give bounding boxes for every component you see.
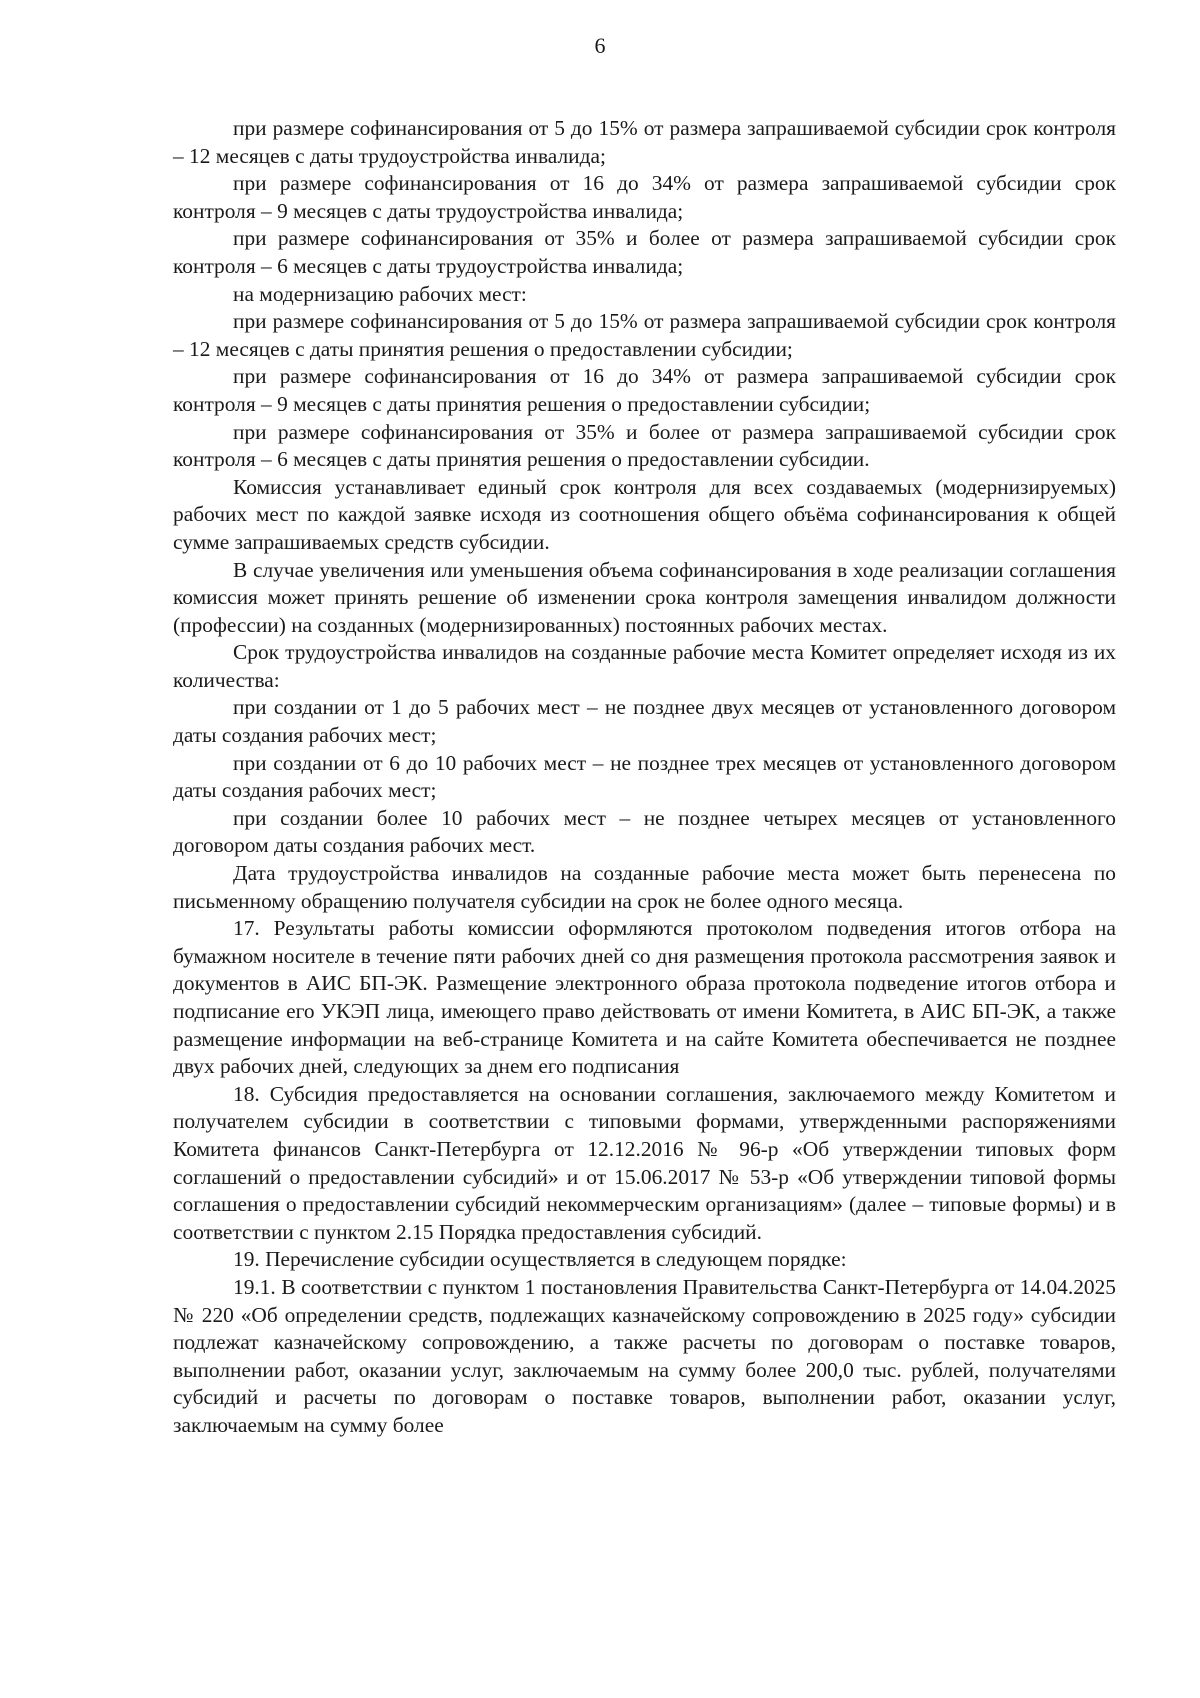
paragraph: при размере софинансирования от 16 до 34% от размера запрашиваемой субсидии срок контроля – 9 месяцев с даты принятия решения о предоставлении субсидии; xyxy=(173,364,1116,416)
paragraph: на модернизацию рабочих мест: xyxy=(233,281,527,306)
paragraph: 17. Результаты работы комиссии оформляются протоколом подведения итогов отбора на бумажном носителе в течение пяти рабочих дней со дня размещения протокола рассмотрения заявок и документов в АИС БП-ЭК. Размещение электронного образа протокола подведение итогов отбора и подписание его УКЭП лица, имеющего право действовать от имени Комитета, в АИС БП-ЭК, а также размещение информации на веб-странице Комитета и на сайте Комитета обеспечивается не позднее двух рабочих дней, следующих за днем его подписания xyxy=(173,916,1116,1079)
paragraph: при размере софинансирования от 35% и более от размера запрашиваемой субсидии срок контроля – 6 месяцев с даты трудоустройства инвалида; xyxy=(173,226,1116,278)
document-body xyxy=(173,115,1116,1440)
paragraph: В случае увеличения или уменьшения объема софинансирования в ходе реализации соглашения комиссия может принять решение об изменении срока контроля замещения инвалидом должности (профессии) на созданных (модернизированных) постоянных рабочих местах. xyxy=(173,557,1116,637)
paragraph: при размере софинансирования от 5 до 15% от размера запрашиваемой субсидии срок контроля – 12 месяцев с даты трудоустройства инвалида; xyxy=(173,116,1116,168)
page-number: 6 xyxy=(594,33,606,58)
paragraph: Комиссия устанавливает единый срок контроля для всех создаваемых (модернизируемых) рабочих мест по каждой заявке исходя из соотношения общего объёма софинансирования к общей сумме запрашиваемых средств субсидии. xyxy=(173,474,1116,554)
paragraph: 18. Субсидия предоставляется на основании соглашения, заключаемого между Комитетом и получателем субсидии в соответствии с типовыми формами, утвержденными распоряжениями Комитета финансов Санкт-Петербурга от 12.12.2016 № 96-р «Об утверждении типовых форм соглашений о предоставлении субсидий» и от 15.06.2017 № 53-р «Об утверждении типовой формы соглашения о предоставлении субсидий некоммерческим организациям» (далее – типовые формы) и в соответствии с пунктом 2.15 Порядка предоставления субсидий. xyxy=(173,1081,1116,1244)
paragraph: Срок трудоустройства инвалидов на созданные рабочие места Комитет определяет исходя из их количества: xyxy=(173,640,1116,692)
paragraph: при размере софинансирования от 35% и более от размера запрашиваемой субсидии срок контроля – 6 месяцев с даты принятия решения о предоставлении субсидии. xyxy=(173,419,1116,472)
paragraph: при создании более 10 рабочих мест – не позднее четырех месяцев от установленного договором даты создания рабочих мест. xyxy=(173,805,1116,858)
paragraph: 19.1. В соответствии с пунктом 1 постановления Правительства Санкт-Петербурга от 14.04.2025 № 220 «Об определении средств, подлежащих казначейскому сопровождению в 2025 году» субсидии подлежат казначейскому сопровождению, а также расчеты по договорам о поставке товаров, выполнении работ, оказании услуг, заключаемым на сумму более 200,0 тыс. рублей, получателями субсидий и расчеты по договорам о поставке товаров, выполнении работ, оказании услуг, заключаемым на сумму более xyxy=(173,1274,1116,1437)
paragraph: при создании от 6 до 10 рабочих мест – не позднее трех месяцев от установленного договором даты создания рабочих мест; xyxy=(173,750,1116,803)
paragraph: при создании от 1 до 5 рабочих мест – не позднее двух месяцев от установленного договором даты создания рабочих мест; xyxy=(173,695,1116,748)
paragraph: при размере софинансирования от 16 до 34% от размера запрашиваемой субсидии срок контроля – 9 месяцев с даты трудоустройства инвалида; xyxy=(173,171,1116,223)
paragraph: при размере софинансирования от 5 до 15% от размера запрашиваемой субсидии срок контроля – 12 месяцев с даты принятия решения о предоставлении субсидии; xyxy=(173,309,1116,361)
paragraph: 19. Перечисление субсидии осуществляется в следующем порядке: xyxy=(233,1247,847,1272)
paragraph: Дата трудоустройства инвалидов на созданные рабочие места может быть перенесена по письменному обращению получателя субсидии на срок не более одного месяца. xyxy=(173,861,1116,913)
